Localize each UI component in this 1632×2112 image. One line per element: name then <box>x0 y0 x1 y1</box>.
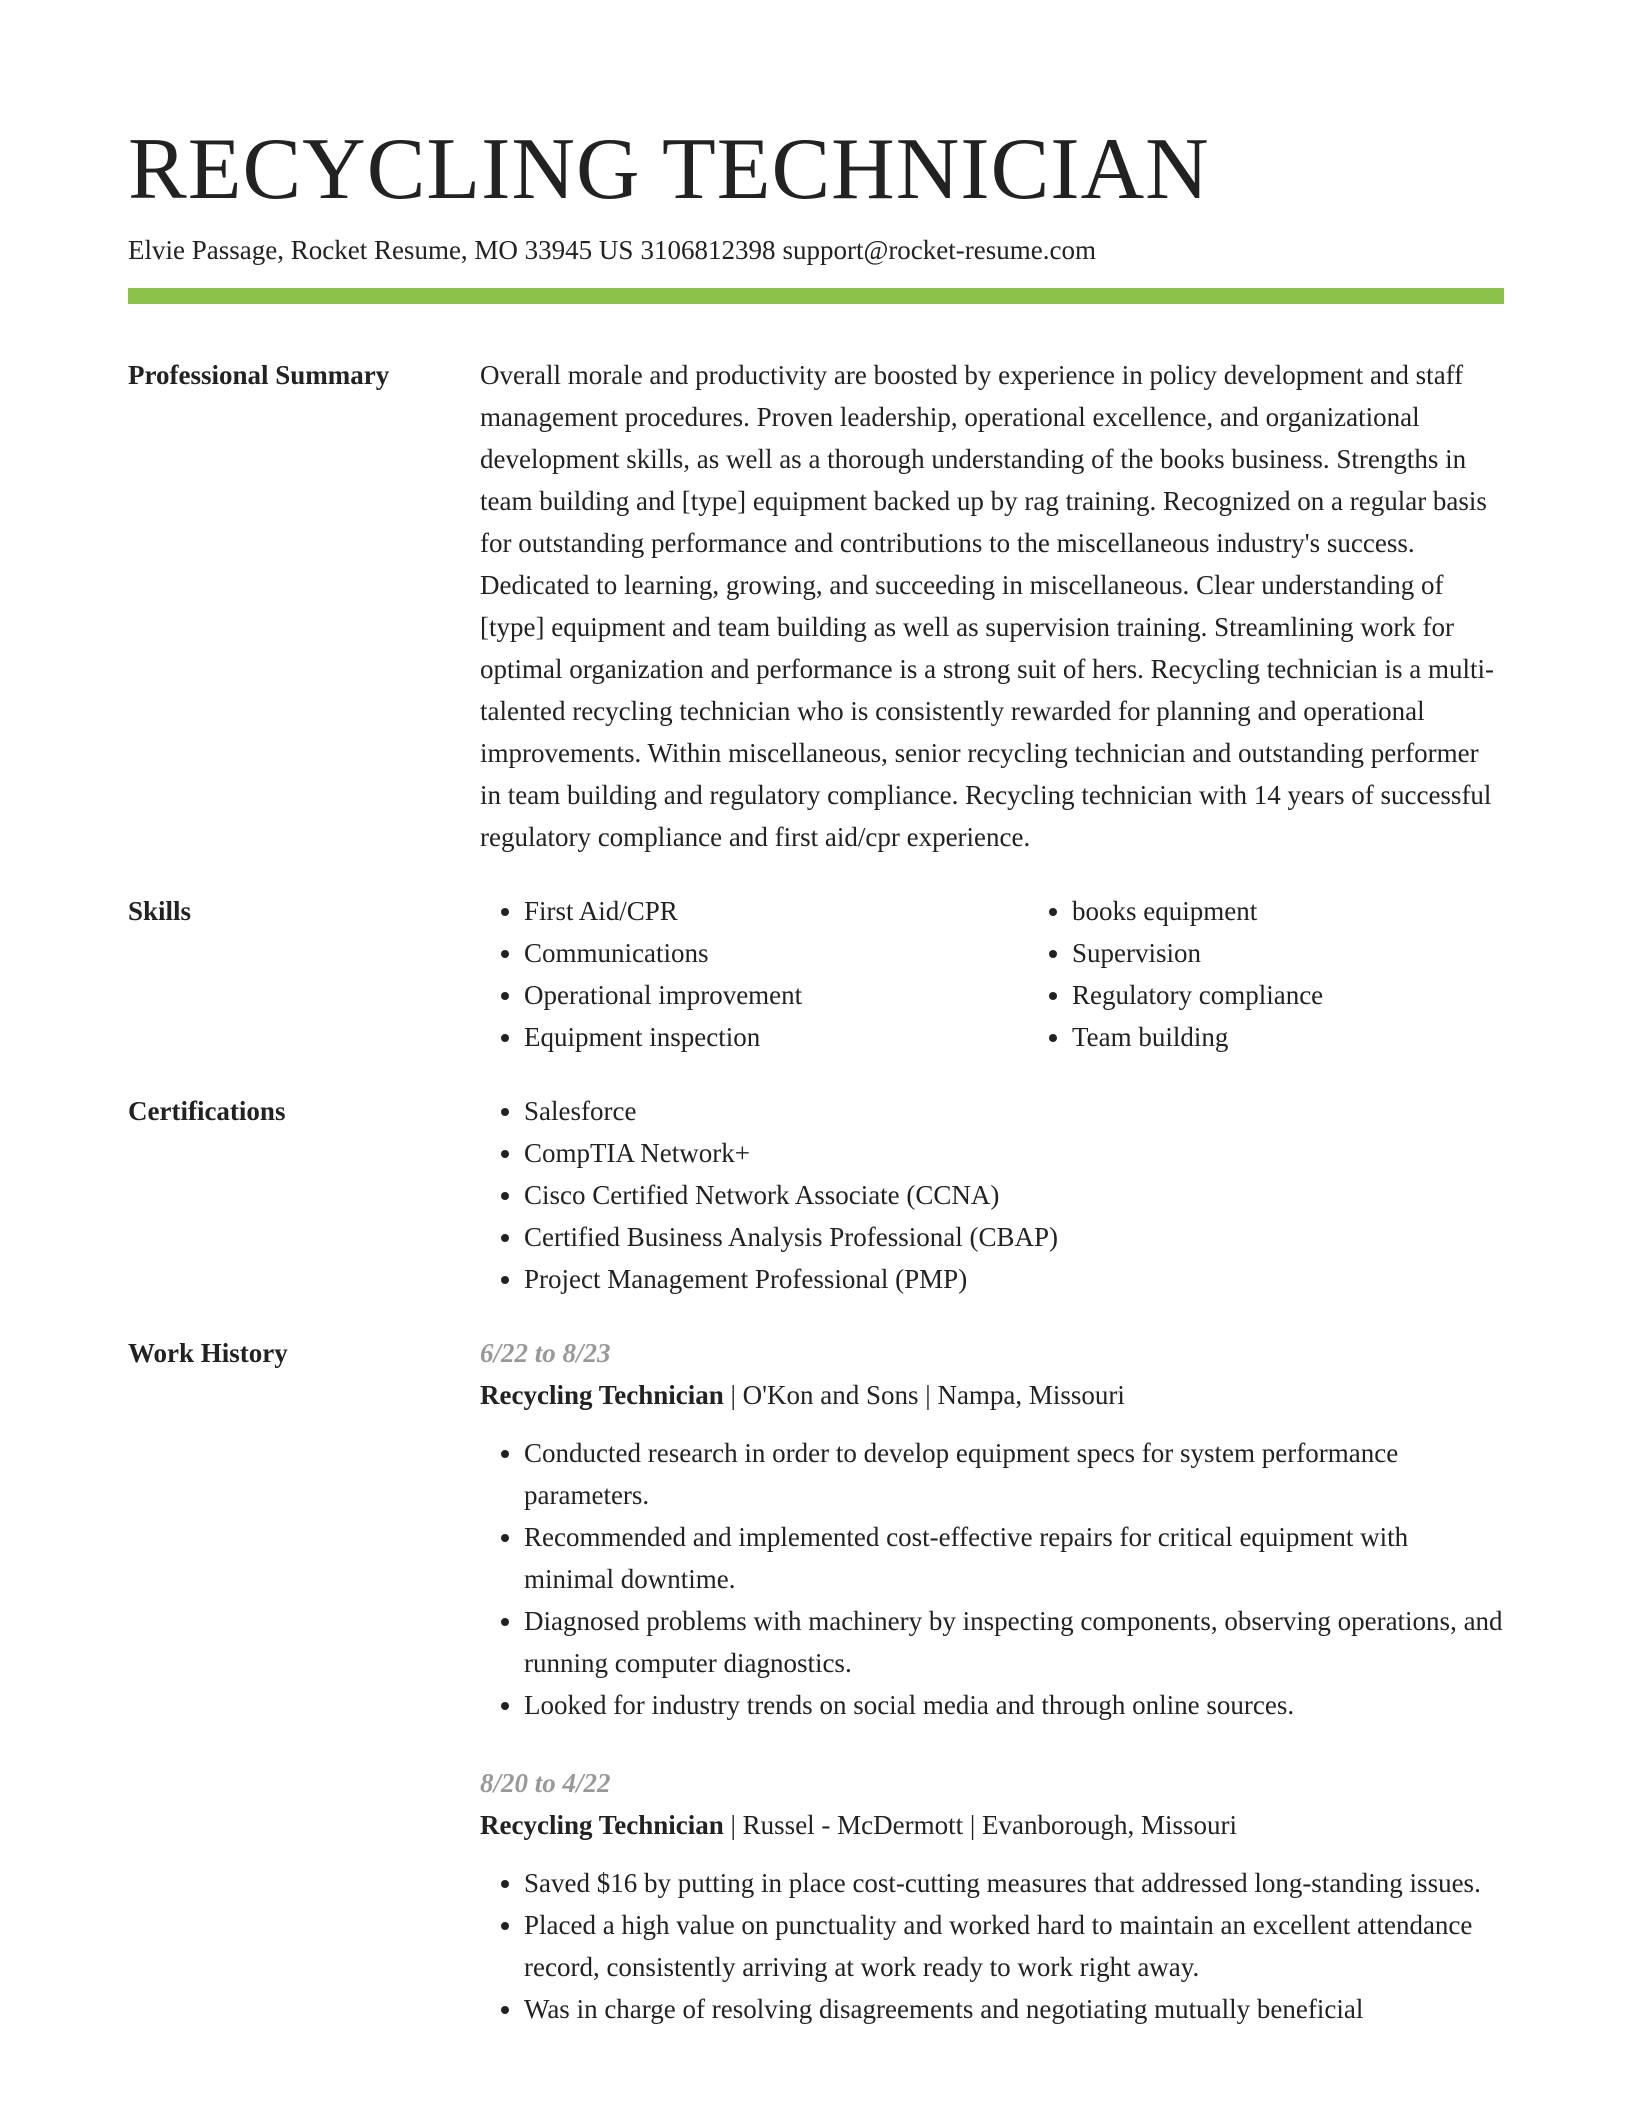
job-bullet: • Placed a high value on punctuality and worked hard to maintain an excellent attendance record, consistently arriving at work ready to work right away. <box>524 1904 1504 1988</box>
skill-item: • Regulatory compliance <box>1072 974 1576 1016</box>
section-title: Professional Summary <box>128 360 390 390</box>
job-entry <box>480 1332 1504 1726</box>
job-bullet: • Recommended and implemented cost-effective repairs for critical equipment with minimal downtime. <box>524 1516 1504 1600</box>
skills-section <box>128 890 1504 1058</box>
certification-item: • Project Management Professional (PMP) <box>524 1258 1504 1300</box>
job-bullets <box>480 1432 1504 1726</box>
job-bullets <box>480 1862 1504 2030</box>
job-bullet: • Diagnosed problems with machinery by inspecting components, observing operations, and running computer diagnostics. <box>524 1600 1504 1684</box>
skills-column-right <box>1028 890 1576 1058</box>
summary-text: Overall morale and productivity are boosted by experience in policy development and staff management procedures. Proven leadership, operational excellence, and organizational development skills, as well as a thorough understanding of the books business. Strengths in team building and [type] equipment backed up by rag training. Recognized on a regular basis for outstanding performance and contributions to the miscellaneous industry's success. Dedicated to learning, growing, and succeeding in miscellaneous. Clear understanding of [type] equipment and team building as well as supervision training. Streamlining work for optimal organization and performance is a strong suit of hers. Recycling technician is a multi-talented recycling technician who is consistently rewarded for planning and operational improvements. Within miscellaneous, senior recycling technician and outstanding performer in team building and regulatory compliance. Recycling technician with 14 years of successful regulatory compliance and first aid/cpr experience. <box>480 360 1494 852</box>
skill-item: • Team building <box>1072 1016 1576 1058</box>
certifications-list <box>480 1090 1504 1300</box>
job-dates: 8/20 to 4/22 <box>480 1768 611 1798</box>
section-title: Work History <box>128 1338 288 1368</box>
job-details: | O'Kon and Sons | Nampa, Missouri <box>723 1380 1125 1410</box>
job-entry <box>480 1762 1504 2030</box>
certification-item: • Salesforce <box>524 1090 1504 1132</box>
job-dates: 6/22 to 8/23 <box>480 1338 611 1368</box>
job-details: | Russel - McDermott | Evanborough, Missouri <box>723 1810 1238 1840</box>
job-bullet: • Looked for industry trends on social media and through online sources. <box>524 1684 1504 1726</box>
skills-list <box>480 890 1576 1058</box>
certification-item: • CompTIA Network+ <box>524 1132 1504 1174</box>
job-bullet: • Was in charge of resolving disagreements and negotiating mutually beneficial <box>524 1988 1504 2030</box>
skill-item: • Equipment inspection <box>524 1016 1028 1058</box>
section-title: Certifications <box>128 1096 286 1126</box>
job-title: Recycling Technician <box>480 1380 724 1410</box>
certification-item: • Certified Business Analysis Professional (CBAP) <box>524 1216 1504 1258</box>
contact-email: support@rocket-resume.com <box>782 235 1096 265</box>
work-history-section <box>128 1332 1504 2030</box>
skill-item: • Supervision <box>1072 932 1576 974</box>
resume <box>128 120 1504 2030</box>
candidate-title: RECYCLING TECHNICIAN <box>128 121 1210 218</box>
skill-item: • First Aid/CPR <box>524 890 1028 932</box>
section-title: Skills <box>128 896 192 926</box>
skills-column-left <box>480 890 1028 1058</box>
contact-address: Elvie Passage, Rocket Resume, MO 33945 US <box>128 235 634 265</box>
certifications-section <box>128 1090 1504 1300</box>
professional-summary-section <box>128 354 1504 858</box>
contact-line <box>128 232 1504 268</box>
certification-item: • Cisco Certified Network Associate (CCNA) <box>524 1174 1504 1216</box>
skill-item: • books equipment <box>1072 890 1576 932</box>
job-title: Recycling Technician <box>480 1810 724 1840</box>
job-bullet: • Conducted research in order to develop equipment specs for system performance parameters. <box>524 1432 1504 1516</box>
header-divider <box>128 288 1504 304</box>
job-heading <box>480 1804 1504 1846</box>
job-bullet: • Saved $16 by putting in place cost-cutting measures that addressed long-standing issues. <box>524 1862 1504 1904</box>
skill-item: • Communications <box>524 932 1028 974</box>
job-heading <box>480 1374 1504 1416</box>
contact-phone: 3106812398 <box>640 235 776 265</box>
work-history-list <box>480 1332 1504 2030</box>
skill-item: • Operational improvement <box>524 974 1028 1016</box>
